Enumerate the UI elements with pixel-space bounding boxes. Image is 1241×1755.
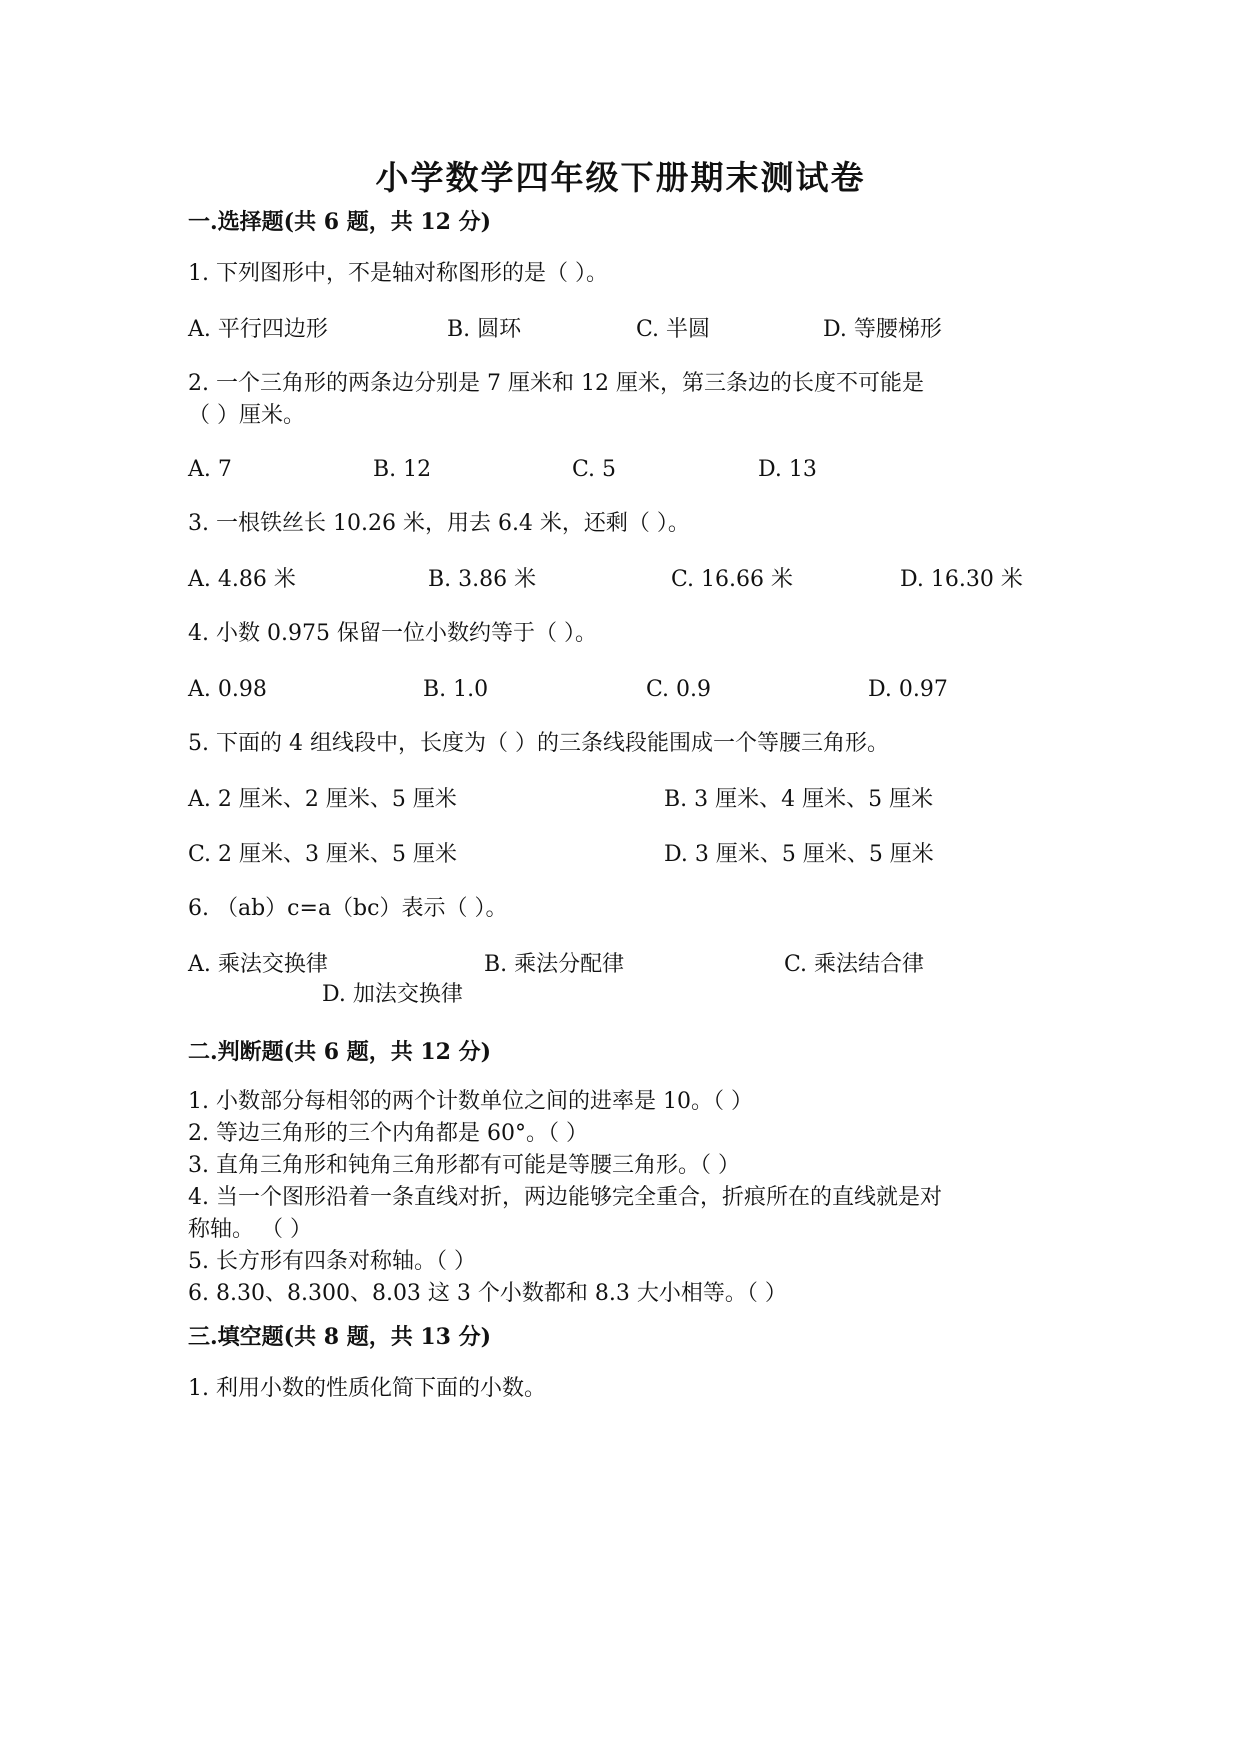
option-d: D. 3 厘米、5 厘米、5 厘米 bbox=[664, 842, 934, 867]
option-c: C. 半圆 bbox=[636, 317, 711, 342]
question-stem-continued: （ ）厘米。 bbox=[188, 403, 305, 428]
true-false-item: 6. 8.30、8.300、8.03 这 3 个小数都和 8.3 大小相等。（ ） bbox=[188, 1281, 787, 1306]
fill-in-item: 1. 利用小数的性质化简下面的小数。 bbox=[188, 1376, 546, 1401]
true-false-item: 1. 小数部分每相邻的两个计数单位之间的进率是 10。（ ） bbox=[188, 1089, 753, 1114]
option-b: B. 3 厘米、4 厘米、5 厘米 bbox=[664, 787, 934, 812]
option-d: D. 加法交换律 bbox=[322, 982, 463, 1007]
question-stem: 1. 下列图形中，不是轴对称图形的是（ ）。 bbox=[188, 261, 608, 286]
option-a: A. 7 bbox=[188, 457, 232, 482]
option-c: C. 乘法结合律 bbox=[784, 952, 925, 977]
section-heading-choice: 一.选择题(共 6 题，共 12 分) bbox=[188, 209, 492, 235]
question-stem: 2. 一个三角形的两条边分别是 7 厘米和 12 厘米，第三条边的长度不可能是 bbox=[188, 371, 924, 396]
option-a: A. 平行四边形 bbox=[188, 317, 328, 342]
section-heading-true-false: 二.判断题(共 6 题，共 12 分) bbox=[188, 1039, 492, 1065]
option-b: B. 1.0 bbox=[423, 677, 489, 702]
option-b: B. 圆环 bbox=[447, 317, 522, 342]
true-false-item-continued: 称轴。 （ ） bbox=[188, 1217, 312, 1242]
section-heading-fill-in: 三.填空题(共 8 题，共 13 分) bbox=[188, 1324, 492, 1350]
option-d: D. 16.30 米 bbox=[900, 567, 1023, 592]
option-b: B. 12 bbox=[373, 457, 432, 482]
true-false-item: 4. 当一个图形沿着一条直线对折，两边能够完全重合，折痕所在的直线就是对 bbox=[188, 1185, 942, 1210]
option-d: D. 0.97 bbox=[868, 677, 948, 702]
option-c: C. 2 厘米、3 厘米、5 厘米 bbox=[188, 842, 458, 867]
question-stem: 4. 小数 0.975 保留一位小数约等于（ ）。 bbox=[188, 621, 597, 646]
option-c: C. 0.9 bbox=[646, 677, 712, 702]
option-a: A. 0.98 bbox=[188, 677, 267, 702]
question-stem: 5. 下面的 4 组线段中，长度为（ ）的三条线段能围成一个等腰三角形。 bbox=[188, 731, 889, 756]
option-d: D. 13 bbox=[758, 457, 817, 482]
true-false-item: 2. 等边三角形的三个内角都是 60°。（ ） bbox=[188, 1121, 588, 1146]
option-c: C. 16.66 米 bbox=[671, 567, 794, 592]
option-a: A. 4.86 米 bbox=[188, 567, 296, 592]
option-d: D. 等腰梯形 bbox=[823, 317, 942, 342]
true-false-item: 5. 长方形有四条对称轴。（ ） bbox=[188, 1249, 476, 1274]
page-title: 小学数学四年级下册期末测试卷 bbox=[375, 158, 866, 197]
option-a: A. 乘法交换律 bbox=[188, 952, 328, 977]
true-false-item: 3. 直角三角形和钝角三角形都有可能是等腰三角形。（ ） bbox=[188, 1153, 740, 1178]
option-a: A. 2 厘米、2 厘米、5 厘米 bbox=[188, 787, 457, 812]
option-b: B. 乘法分配律 bbox=[484, 952, 625, 977]
question-stem: 3. 一根铁丝长 10.26 米，用去 6.4 米，还剩（ ）。 bbox=[188, 511, 690, 536]
option-c: C. 5 bbox=[572, 457, 617, 482]
question-stem: 6. （ab）c=a（bc）表示（ ）。 bbox=[188, 896, 508, 921]
option-b: B. 3.86 米 bbox=[428, 567, 537, 592]
